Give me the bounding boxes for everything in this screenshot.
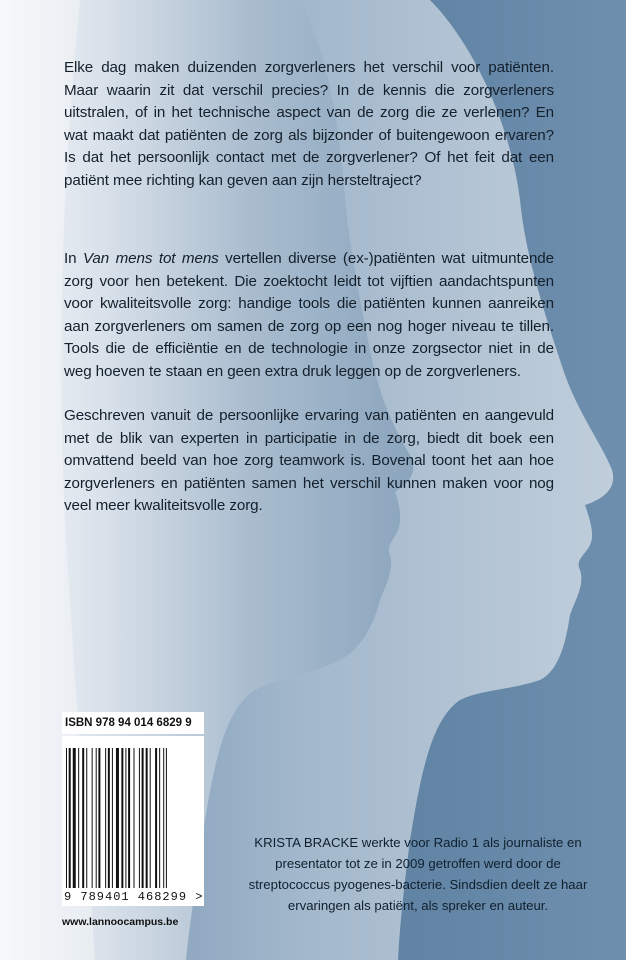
barcode-bar (112, 748, 113, 888)
barcode-bar (82, 748, 84, 888)
author-bio (240, 832, 596, 916)
author-name: KRISTA BRACKE (254, 835, 359, 850)
barcode-bar (105, 748, 106, 888)
barcode-bar (86, 748, 87, 888)
barcode-bar (159, 748, 160, 888)
barcode-bar (96, 748, 97, 888)
paragraph-3 (64, 405, 554, 518)
paragraph-2-text (64, 248, 554, 383)
barcode-bar (142, 748, 144, 888)
barcode-bar (134, 748, 135, 888)
barcode-bar (163, 748, 164, 896)
barcode-bar (125, 748, 126, 888)
barcode-bar (128, 748, 130, 888)
barcode-bar (155, 748, 157, 888)
book-title-inline: Van mens tot mens (82, 250, 219, 267)
paragraph-2 (64, 248, 554, 383)
barcode-bar (121, 748, 123, 888)
barcode-bar (66, 748, 67, 896)
barcode-bar (98, 748, 100, 888)
publisher-website[interactable]: www.lannoocampus.be (62, 916, 179, 928)
barcode-bar (73, 748, 76, 888)
barcode-bar (166, 748, 167, 896)
barcode-bar (139, 748, 140, 888)
barcode (62, 736, 204, 904)
barcode-bar (69, 748, 71, 896)
barcode-bar (78, 748, 79, 888)
author-bio-text: werkte voor Radio 1 als journaliste en presentator tot ze in 2009 getroffen werd door de streptococcus pyogenes-bacterie. Sindsdien deelt ze haar ervaringen als patiënt, als spreker en auteur. (248, 835, 588, 913)
barcode-bar (150, 748, 151, 888)
paragraph-2-lead: In (64, 250, 83, 267)
paragraph-3-text: Geschreven vanuit de persoonlijke ervaring van patiënten en aangevuld met de blik van experten in participatie in de zorg, biedt dit boek een omvattend beeld van hoe zorg teamwork is. Bovenal toont het aan hoe zorgverleners en patiënten samen het verschil kunnen maken voor nog veel meer kwaliteitsvolle zorg. (64, 407, 554, 514)
paragraph-1-text: Elke dag maken duizenden zorgverleners het verschil voor patiënten. Maar waarin zit dat verschil precies? In de kennis die zorgverleners uitstralen, of in het technische aspect van de zorg die ze verlenen? En wat maakt dat patiënten de zorg als bijzonder of buitengewoon ervaren? Is dat het persoonlijk contact met de zorgverlener? Of het feit dat een patiënt mee richting kan geven aan zijn hersteltraject? (64, 59, 554, 189)
barcode-digits: 9 789401 468299 > (64, 890, 204, 904)
paragraph-1 (64, 57, 554, 192)
barcode-bar (108, 748, 110, 888)
barcode-bar (146, 748, 148, 888)
paragraph-2-body: vertellen diverse (ex-)patiënten wat uitmuntende zorg voor hen betekent. Die zoektocht leidt tot vijftien aandachtspunten voor kwaliteitsvolle zorg: handige tools die patiënten kunnen aanreiken aan zorgverleners om samen de zorg op een nog hoger niveau te tillen. Tools die de efficiëntie en de technologie in onze zorgsector niet in de weg hoeven te staan en geen extra druk leggen op de zorgverleners. (64, 250, 554, 380)
isbn-label: ISBN 978 94 014 6829 9 (62, 712, 204, 734)
barcode-bar (92, 748, 93, 888)
barcode-bar (116, 748, 119, 888)
